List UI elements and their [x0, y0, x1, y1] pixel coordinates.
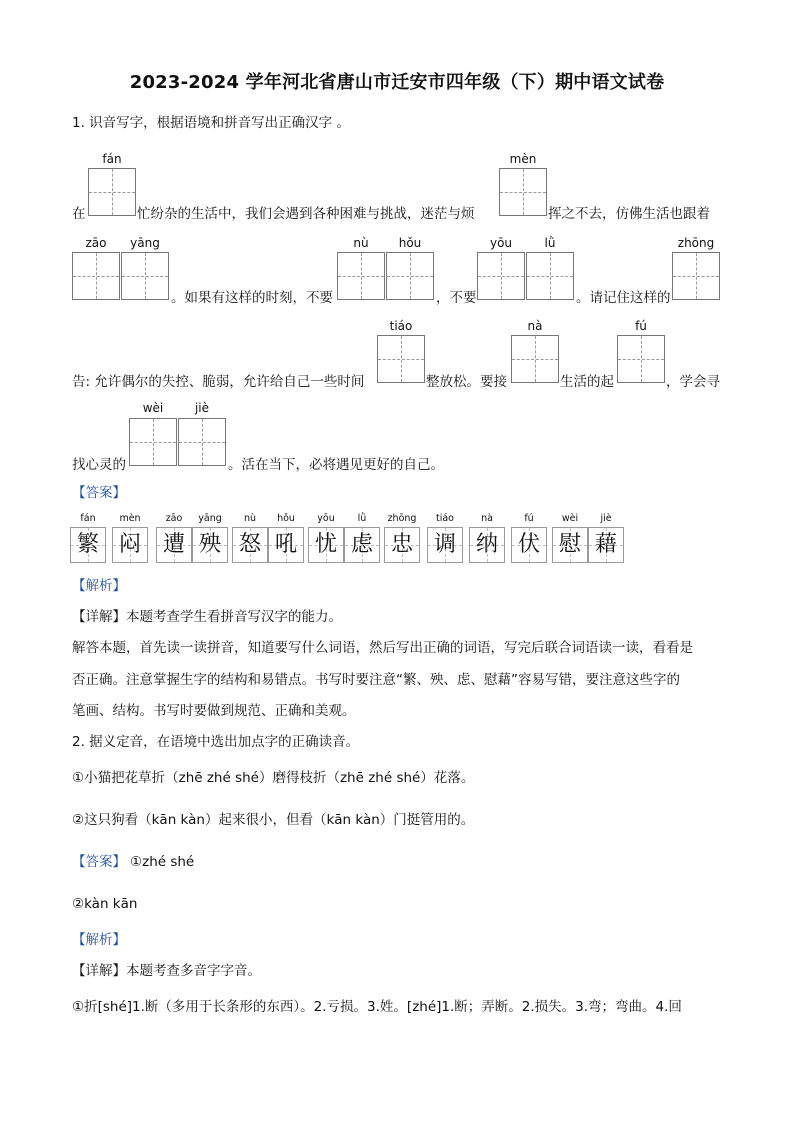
answer-pinyin: tiáo: [436, 513, 454, 524]
answer-pinyin: nù: [243, 513, 257, 524]
answer-text: ②kàn kān: [72, 896, 138, 912]
answer-cell: [384, 513, 420, 565]
pinyin-zhong: zhōng: [677, 236, 715, 250]
answer-cell: [588, 513, 624, 565]
detail-text: 【详解】本题考查学生看拼音写汉字的能力。: [72, 609, 342, 625]
q1-text: 挥之不去，仿佛生活也跟着: [548, 206, 710, 222]
answer-cell: [156, 513, 192, 565]
pinyin-you: yōu: [489, 236, 513, 250]
answer-character: 慰: [558, 532, 581, 557]
answer-character: 调: [433, 532, 456, 557]
question-2-sentence-2: ②这只狗看（kān kàn）起来很小，但看（kān kàn）门挺管用的。: [72, 812, 475, 828]
answer-grid-box[interactable]: [377, 335, 425, 383]
answer-grid-box[interactable]: [72, 252, 120, 300]
answer-cell: [344, 513, 380, 565]
answer-pinyin: jiè: [600, 513, 612, 524]
q1-text: 。请记住这样的: [576, 290, 671, 306]
pinyin-hou: hǒu: [398, 236, 422, 250]
pinyin-yang: yāng: [130, 236, 160, 250]
answer-cell: [70, 513, 106, 565]
answer-character: 闷: [118, 532, 141, 557]
answer-pinyin: yōu: [317, 513, 335, 524]
detail-text: 【详解】本题考查多音字字音。: [72, 963, 261, 979]
answer-pinyin: nà: [481, 513, 493, 524]
page-title: 2023-2024 学年河北省唐山市迁安市四年级（下）期中语文试卷: [129, 72, 665, 93]
answer-character: 藉: [594, 532, 617, 557]
answer-cell: [112, 513, 148, 565]
answer-pinyin: fán: [80, 513, 96, 524]
answer-text: ①zhé shé: [130, 854, 195, 870]
answer-cell: [268, 513, 304, 565]
explanation-line: 否正确。注意掌握生字的结构和易错点。书写时要注意“繁、殃、虑、慰藉”容易写错，要注意这些字的: [72, 672, 680, 688]
answer-grid-box[interactable]: [511, 335, 559, 383]
q1-text: 生活的起: [560, 374, 614, 390]
q1-text: ，学会寻: [666, 374, 720, 390]
q1-text: 忙纷杂的生活中，我们会遇到各种困难与挑战，迷茫与烦: [137, 206, 475, 222]
explanation-line: 解答本题，首先读一读拼音，知道要写什么词语，然后写出正确的词语，写完后联合词语读一读，看看是: [72, 640, 693, 656]
answer-characters-row: [70, 513, 630, 565]
q1-text: 找心灵的: [72, 457, 126, 473]
answer-pinyin: zhōng: [387, 513, 417, 524]
question-2-prompt: 2. 据义定音，在语境中选出加点字的正确读音。: [72, 734, 360, 750]
pinyin-tiao: tiáo: [389, 319, 413, 333]
answer-pinyin: fú: [524, 513, 534, 524]
answer-character: 忧: [314, 532, 337, 557]
answer-character: 伏: [517, 532, 540, 557]
answer-grid-box[interactable]: [121, 252, 169, 300]
answer-pinyin: lǜ: [357, 513, 367, 524]
answer-grid-box[interactable]: [386, 252, 434, 300]
pinyin-wei: wèi: [142, 401, 164, 415]
pinyin-nu: nù: [353, 236, 369, 250]
q1-text: 告: 允许偶尔的失控、脆弱，允许给自己一些时间: [72, 374, 365, 390]
answer-grid-box[interactable]: [477, 252, 525, 300]
question-1-prompt: 1. 识音写字，根据语境和拼音写出正确汉字 。: [72, 115, 350, 131]
q1-text: 在: [72, 206, 86, 222]
answer-label: 【答案】: [72, 485, 126, 501]
answer-character: 殃: [198, 532, 221, 557]
answer-grid-box[interactable]: [672, 252, 720, 300]
answer-label: 【答案】: [72, 854, 126, 870]
answer-grid-box[interactable]: [617, 335, 665, 383]
answer-pinyin: wèi: [561, 513, 579, 524]
q1-text: 整放松。要接: [426, 374, 507, 390]
answer-cell: [308, 513, 344, 565]
q1-text: 。活在当下，必将遇见更好的自己。: [228, 457, 444, 473]
answer-cell: [552, 513, 588, 565]
explanation-line: ①折[shé]1.断（多用于长条形的东西）。2.亏损。3.姓。[zhé]1.断；弄断。2.损失。3.弯；弯曲。4.回: [72, 999, 682, 1015]
answer-grid-box[interactable]: [499, 168, 547, 216]
analysis-label: 【解析】: [72, 578, 126, 594]
answer-pinyin: zāo: [165, 513, 183, 524]
answer-grid-box[interactable]: [178, 418, 226, 466]
pinyin-na: nà: [527, 319, 543, 333]
answer-cell: [192, 513, 228, 565]
answer-grid-box[interactable]: [526, 252, 574, 300]
explanation-line: 笔画、结构。书写时要做到规范、正确和美观。: [72, 703, 356, 719]
pinyin-jie: jiè: [194, 401, 210, 415]
answer-pinyin: mèn: [119, 513, 141, 524]
answer-pinyin: yāng: [198, 513, 222, 524]
answer-cell: [232, 513, 268, 565]
answer-character: 繁: [76, 532, 99, 557]
q1-text: ，不要: [436, 290, 477, 306]
q1-text: 。如果有这样的时刻，不要: [171, 290, 333, 306]
answer-cell: [511, 513, 547, 565]
answer-grid-box[interactable]: [337, 252, 385, 300]
answer-character: 吼: [274, 532, 297, 557]
pinyin-lv: lǜ: [544, 236, 556, 250]
pinyin-fan: fán: [102, 152, 122, 166]
pinyin-fu: fú: [635, 319, 647, 333]
answer-character: 怒: [238, 532, 261, 557]
question-2-sentence-1: ①小猫把花草折（zhē zhé shé）磨得枝折（zhē zhé shé）花落。: [72, 770, 475, 786]
answer-grid-box[interactable]: [129, 418, 177, 466]
answer-pinyin: hǒu: [277, 513, 295, 524]
pinyin-men: mèn: [509, 152, 537, 166]
answer-cell: [427, 513, 463, 565]
answer-character: 忠: [390, 532, 413, 557]
answer-grid-box[interactable]: [88, 168, 136, 216]
answer-character: 纳: [475, 532, 498, 557]
analysis-label: 【解析】: [72, 932, 126, 948]
answer-character: 遭: [162, 532, 185, 557]
answer-cell: [469, 513, 505, 565]
answer-character: 虑: [350, 532, 373, 557]
pinyin-zao: zāo: [85, 236, 107, 250]
